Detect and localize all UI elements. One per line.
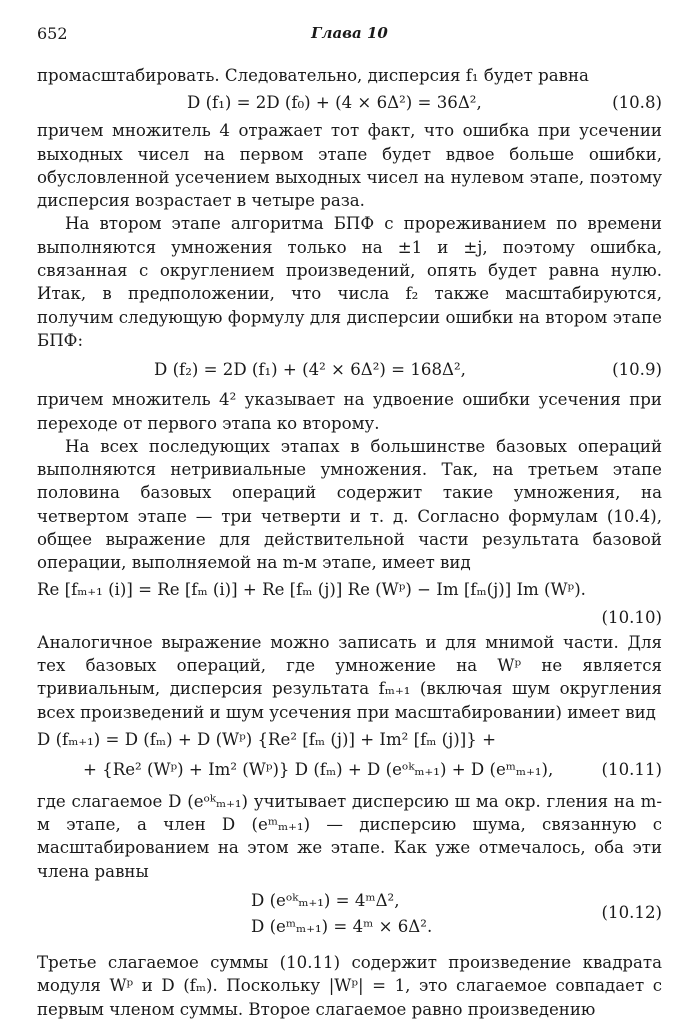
equation-10-8-number: (10.8) (612, 93, 662, 113)
paragraph-1: промасштабировать. Следовательно, дисперсия f₁ будет равна (37, 66, 589, 85)
equation-10-8-formula: D (f₁) = 2D (f₀) + (4 × 6Δ²) = 36Δ², (187, 93, 482, 113)
equation-10-11-line-1: D (fₘ₊₁) = D (fₘ) + D (Wᵖ) {Re² [fₘ (j)] + Im² [fₘ (j)]} + (37, 729, 496, 749)
equation-10-10-number-line (37, 605, 662, 631)
equation-10-12-number: (10.12) (601, 903, 662, 923)
equation-10-10-number: (10.10) (601, 607, 662, 627)
equation-10-11 (37, 726, 662, 788)
equation-10-12-line-1: D (eᵒᵏₘ₊₁) = 4ᵐΔ², (251, 891, 400, 911)
page-number: 652 (37, 24, 68, 43)
equation-10-9 (37, 352, 662, 388)
equation-10-11-number: (10.11) (601, 759, 662, 779)
paragraph-3: На втором этапе алгоритма БПФ с прореживанием по времени выполняются умножения только на ±1 и ±j, поэтому ошибка, связанная с округлением произведений, опять будет равна нулю. Итак, в предположении, что числа f₂ также масштабируются, получим следующую формулу для дисперсии ошибки на втором этапе БПФ: (37, 214, 662, 350)
equation-10-9-number: (10.9) (612, 360, 662, 380)
paragraph-8: Третье слагаемое суммы (10.11) содержит произведение квадрата модуля Wᵖ и D (fₘ). Поскольку |Wᵖ| = 1, это слагаемое совпадает с первым членом суммы. Второе слагаемое равно произведению (37, 953, 662, 1019)
equation-10-12 (37, 887, 662, 945)
paragraph-7: где слагаемое D (eᵒᵏₘ₊₁) учитывает дисперсию ш ма окр. гления на m-м этапе, а член D (eᵐₘ₊₁) — дисперсию шума, связанную с масштабированием на этом же этапе. Как уже отмечалось, оба эти члена равны (37, 791, 662, 881)
equation-10-8 (37, 87, 662, 119)
equation-10-10-formula: Re [fₘ₊₁ (i)] = Re [fₘ (i)] + Re [fₘ (j)] Re (Wᵖ) − Im [fₘ(j)] Im (Wᵖ). (37, 579, 586, 599)
chapter-title: Глава 10 (311, 24, 388, 42)
page-body (37, 64, 662, 1021)
equation-10-9-formula: D (f₂) = 2D (f₁) + (4² × 6Δ²) = 168Δ², (154, 360, 466, 380)
paragraph-2: причем множитель 4 отражает тот факт, что ошибка при усечении выходных чисел на первом этапе будет вдвое больше ошибки, обусловленной усечением выходных чисел на нулевом этапе, поэтому дисперсия возрастает в четыре раза. (37, 121, 662, 211)
equation-10-12-line-2: D (eᵐₘ₊₁) = 4ᵐ × 6Δ². (251, 917, 433, 937)
paragraph-6: Аналогичное выражение можно записать и для мнимой части. Для тех базовых операций, где умножение на Wᵖ не является тривиальным, дисперсия результата fₘ₊₁ (включая шум округления всех произведений и шум усечения при масштабировании) имеет вид (37, 632, 662, 722)
paragraph-4: причем множитель 4² указывает на удвоение ошибки усечения при переходе от первого этапа ко второму. (37, 390, 662, 433)
page-header (37, 24, 662, 46)
paragraph-5: На всех последующих этапах в большинстве базовых операций выполняются нетривиальные умножения. Так, на третьем этапе половина базовых операций содержит такие умножения, на четвертом этапе — три четверти и т. д. Согласно формулам (10.4), общее выражение для действительной части результата базовой операции, выполняемой на m-м этапе, имеет вид (37, 436, 662, 573)
equation-10-11-line-2: + {Re² (Wᵖ) + Im² (Wᵖ)} D (fₘ) + D (eᵒᵏₘ₊₁) + D (eᵐₘ₊₁), (83, 759, 554, 779)
equation-10-10-formula-line (37, 575, 662, 605)
